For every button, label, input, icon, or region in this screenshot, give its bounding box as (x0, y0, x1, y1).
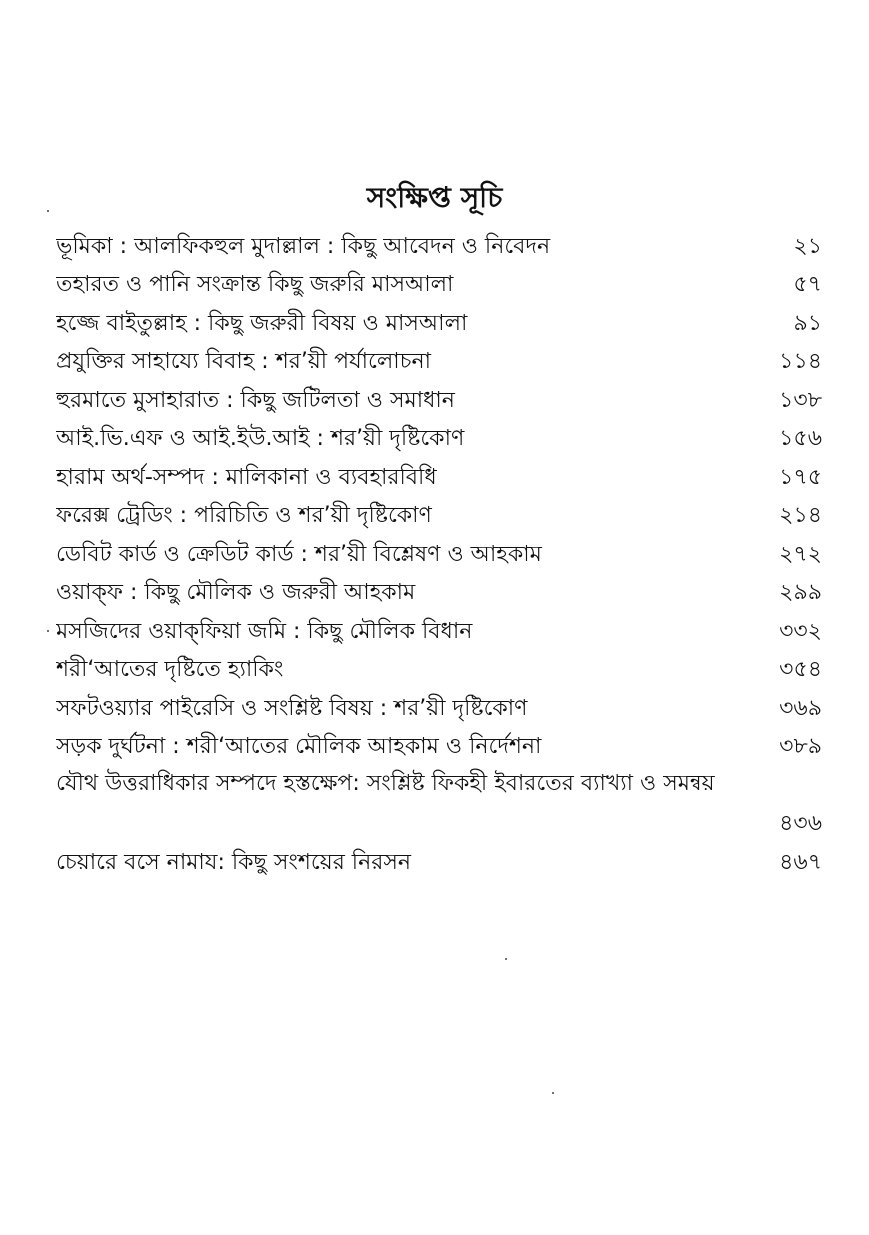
toc-entry-title: হারাম অর্থ-সম্পদ : মালিকানা ও ব্যবহারবিধি (56, 464, 437, 490)
toc-entry-page: ৩৫৪ (779, 657, 822, 682)
toc-entry (56, 265, 822, 304)
toc-entry (56, 534, 822, 573)
toc-entry-page: ৪৩৬ (779, 811, 822, 836)
toc-entry-page: ১৩৮ (779, 387, 822, 413)
toc-entry-page: ৩৩২ (779, 618, 822, 644)
scan-speck (552, 1092, 554, 1094)
toc-entry-page: ১৫৬ (779, 426, 822, 451)
toc-entry-page: ২৭২ (779, 541, 822, 567)
toc-entry-page: ১১৪ (779, 349, 822, 374)
toc-entry-title: ডেবিট কার্ড ও ক্রেডিট কার্ড : শর’য়ী বিশ্লেষণ ও আহকাম (56, 541, 542, 567)
toc-entry-title: ফরেক্স ট্রেডিং : পরিচিতি ও শর’য়ী দৃষ্টিকোণ (56, 503, 432, 528)
toc-entry-page: ৪৬৭ (779, 849, 822, 875)
toc-entry-page: ৫৭ (793, 272, 822, 297)
toc-entry (56, 765, 822, 842)
page-title: সংক্ষিপ্ত সূচি (366, 181, 503, 214)
scan-speck (47, 210, 49, 212)
toc-entry-title: তহারত ও পানি সংক্রান্ত কিছু জরুরি মাসআলা (56, 272, 454, 297)
toc-entry-page: ২১৪ (779, 503, 822, 528)
toc-entry (56, 611, 822, 650)
toc-entry-page: ৩৮৯ (779, 734, 822, 759)
toc-entry-title: শরী‘আতের দৃষ্টিতে হ্যাকিং (56, 657, 284, 682)
toc-entry (56, 419, 822, 458)
toc-entry-title: যৌথ উত্তরাধিকার সম্পদে হস্তক্ষেপ: সংশ্লিষ্ট ফিকহী ইবারতের ব্যাখ্যা ও সমন্বয় (56, 771, 715, 796)
toc-entry-page: ৩৬৯ (779, 695, 822, 721)
toc-entry-title: সড়ক দুর্ঘটনা : শরী‘আতের মৌলিক আহকাম ও নির্দেশনা (56, 734, 542, 759)
table-of-contents (56, 226, 822, 881)
toc-entry (56, 688, 822, 727)
toc-entry-page: ৯১ (793, 310, 822, 336)
toc-entry-title: ওয়াক্‌ফ : কিছু মৌলিক ও জরুরী আহকাম (56, 580, 416, 605)
toc-entry-page: ২১ (793, 233, 822, 259)
toc-entry-title: হুরমাতে মুসাহারাত : কিছু জটিলতা ও সমাধান (56, 387, 455, 413)
toc-entry (56, 650, 822, 689)
toc-entry-page: ১৭৫ (779, 464, 822, 490)
scan-speck (505, 958, 507, 960)
toc-entry-title: সফটওয়্যার পাইরেসি ও সংশ্লিষ্ট বিষয় : শর’য়ী দৃষ্টিকোণ (56, 695, 528, 721)
toc-entry-title: হজ্জে বাইতুল্লাহ : কিছু জরুরী বিষয় ও মাসআলা (56, 310, 468, 336)
toc-entry-title: চেয়ারে বসে নামায: কিছু সংশয়ের নিরসন (56, 849, 411, 875)
toc-entry (56, 496, 822, 535)
toc-entry (56, 457, 822, 496)
toc-entry-title: আই.ভি.এফ ও আই.ইউ.আই : শর’য়ী দৃষ্টিকোণ (56, 426, 465, 451)
toc-entry-title: প্রযুক্তির সাহায্যে বিবাহ : শর’য়ী পর্যালোচনা (56, 349, 432, 374)
scan-speck (47, 630, 49, 632)
toc-entry (56, 573, 822, 612)
toc-entry-title: ভূমিকা : আলফিকহুল মুদাল্লাল : কিছু আবেদন ও নিবেদন (56, 233, 551, 259)
toc-entry (56, 842, 822, 881)
toc-entry (56, 226, 822, 265)
toc-entry-title: মসজিদের ওয়াক্‌ফিয়া জমি : কিছু মৌলিক বিধান (56, 618, 473, 644)
toc-entry (56, 727, 822, 766)
toc-entry (56, 342, 822, 381)
toc-entry (56, 303, 822, 342)
toc-entry-page: ২৯৯ (779, 580, 822, 605)
toc-entry (56, 380, 822, 419)
